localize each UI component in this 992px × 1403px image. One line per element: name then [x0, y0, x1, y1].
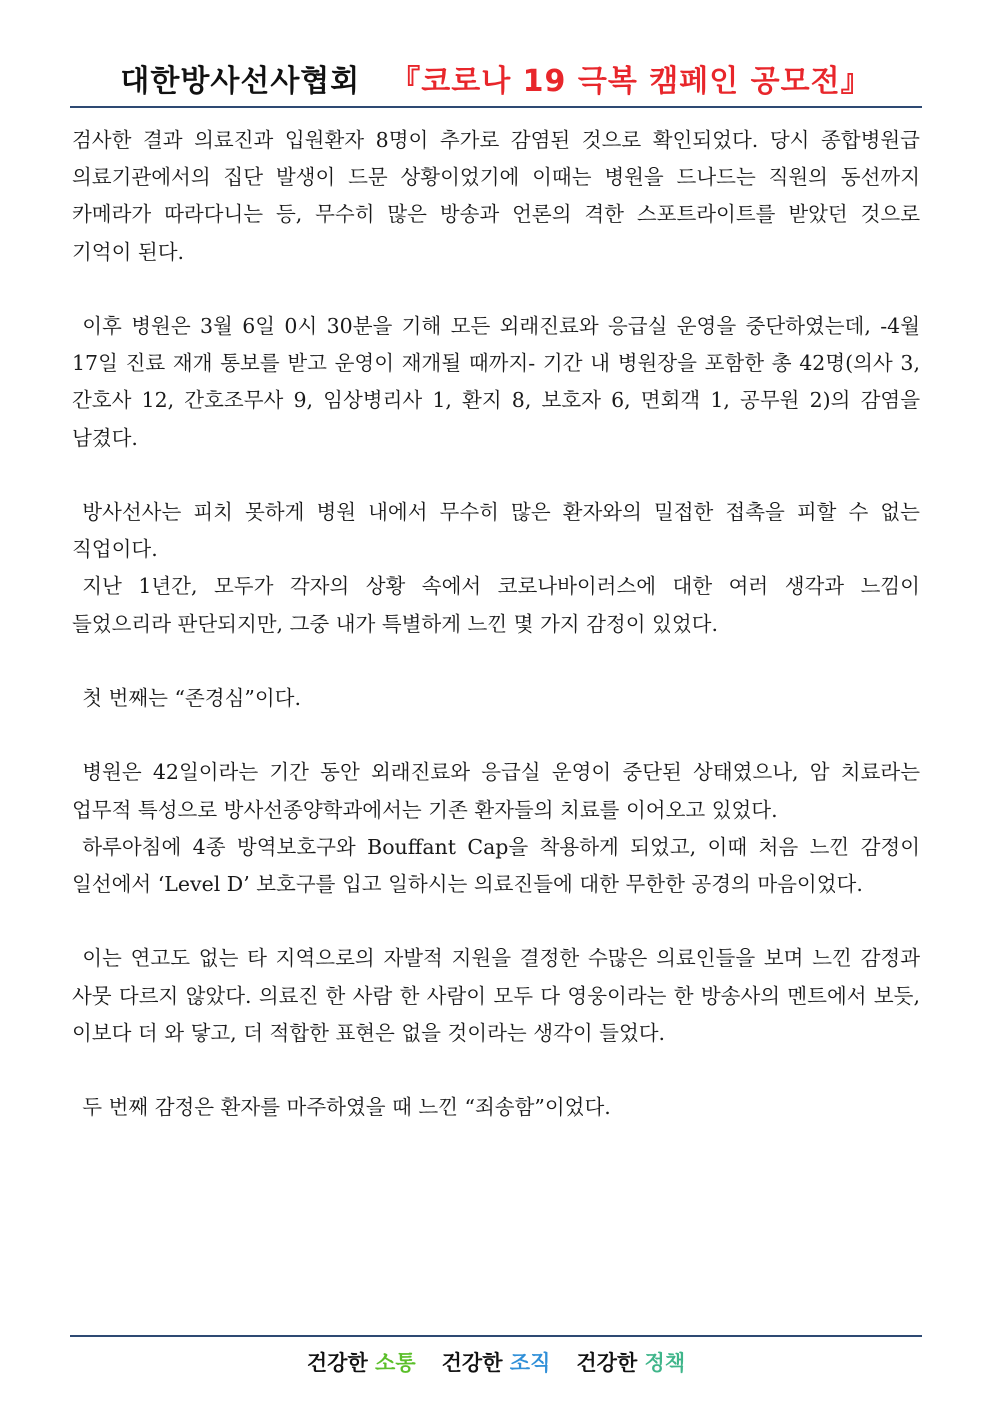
organization-name: 대한방사선사협회	[120, 64, 361, 99]
body-paragraph: 지난 1년간, 모두가 각자의 상황 속에서 코로나바이러스에 대한 여러 생각과 느낌이 들었으리라 판단되지만, 그중 내가 특별하게 느낀 몇 가지 감정이 있었다.	[72, 574, 920, 636]
body-paragraph: 검사한 결과 의료진과 입원환자 8명이 추가로 감염된 것으로 확인되었다. 당시 종합병원급 의료기관에서의 집단 발생이 드문 상황이었기에 이때는 병원을 드나드는 직원의 동선까지 카메라가 따라다니는 등, 무수히 많은 방송과 언론의 격한 스포트라이트를 받았던 것으로 기억이 된다.	[72, 128, 920, 264]
campaign-title: 『코로나 19 극복 캠페인 공모전』	[390, 64, 872, 99]
paragraph-spacer	[72, 717, 920, 754]
body-paragraph: 이는 연고도 없는 타 지역으로의 자발적 지원을 결정한 수많은 의료인들을 보며 느낀 감정과 사뭇 다르지 않았다. 의료진 한 사람 한 사람이 모두 다 영웅이라는 한 방송사의 멘트에서 보듯, 이보다 더 와 닿고, 더 적합한 표현은 없을 것이라는 생각이 들었다.	[72, 946, 920, 1045]
paragraph-spacer	[72, 1052, 920, 1089]
paragraph-spacer	[72, 903, 920, 940]
body-paragraph: 이후 병원은 3월 6일 0시 30분을 기해 모든 외래진료와 응급실 운영을 중단하였는데, -4월 17일 진료 재개 통보를 받고 운영이 재개될 때까지- 기간 내 병원장을 포함한 총 42명(의사 3, 간호사 12, 간호조무사 9, 임상병리사 1, 환지 8, 보호자 6, 면회객 1, 공무원 2)의 감염을 남겼다.	[72, 314, 920, 450]
body-paragraph: 첫 번째는 “존경심”이다.	[82, 686, 301, 710]
footer-divider	[70, 1335, 922, 1337]
slogan-word: 건강한	[576, 1351, 638, 1375]
body-paragraph: 두 번째 감정은 환자를 마주하였을 때 느낀 “죄송함”이었다.	[82, 1095, 611, 1120]
document-header	[70, 52, 922, 104]
slogan-accent: 소통	[375, 1351, 416, 1375]
body-paragraph: 병원은 42일이라는 기간 동안 외래진료와 응급실 운영이 중단된 상태였으나, 암 치료라는 업무적 특성으로 방사선종양학과에서는 기존 환자들의 치료를 이어오고 있었다.	[72, 760, 920, 822]
slogan-item	[576, 1347, 685, 1377]
body-paragraph: 하루아침에 4종 방역보호구와 Bouffant Cap을 착용하게 되었고, 이때 처음 느낀 감정이 일선에서 ‘Level D’ 보호구를 입고 일하시는 의료진들에 대한 무한한 공경의 마음이었다.	[72, 834, 920, 896]
header-divider	[70, 106, 922, 108]
slogan-word: 건강한	[441, 1351, 503, 1375]
paragraph-spacer	[72, 271, 920, 308]
paragraph-spacer	[72, 457, 920, 494]
footer-slogan	[70, 1345, 922, 1379]
document-body	[72, 122, 920, 1126]
slogan-item	[442, 1347, 551, 1377]
paragraph-spacer	[72, 643, 920, 680]
slogan-accent: 정책	[644, 1351, 686, 1375]
body-paragraph: 방사선사는 피치 못하게 병원 내에서 무수히 많은 환자와의 밀접한 접촉을 피할 수 없는 직업이다.	[72, 500, 920, 562]
slogan-word: 건강한	[306, 1351, 368, 1375]
slogan-item	[307, 1347, 416, 1377]
slogan-accent: 조직	[509, 1351, 551, 1375]
